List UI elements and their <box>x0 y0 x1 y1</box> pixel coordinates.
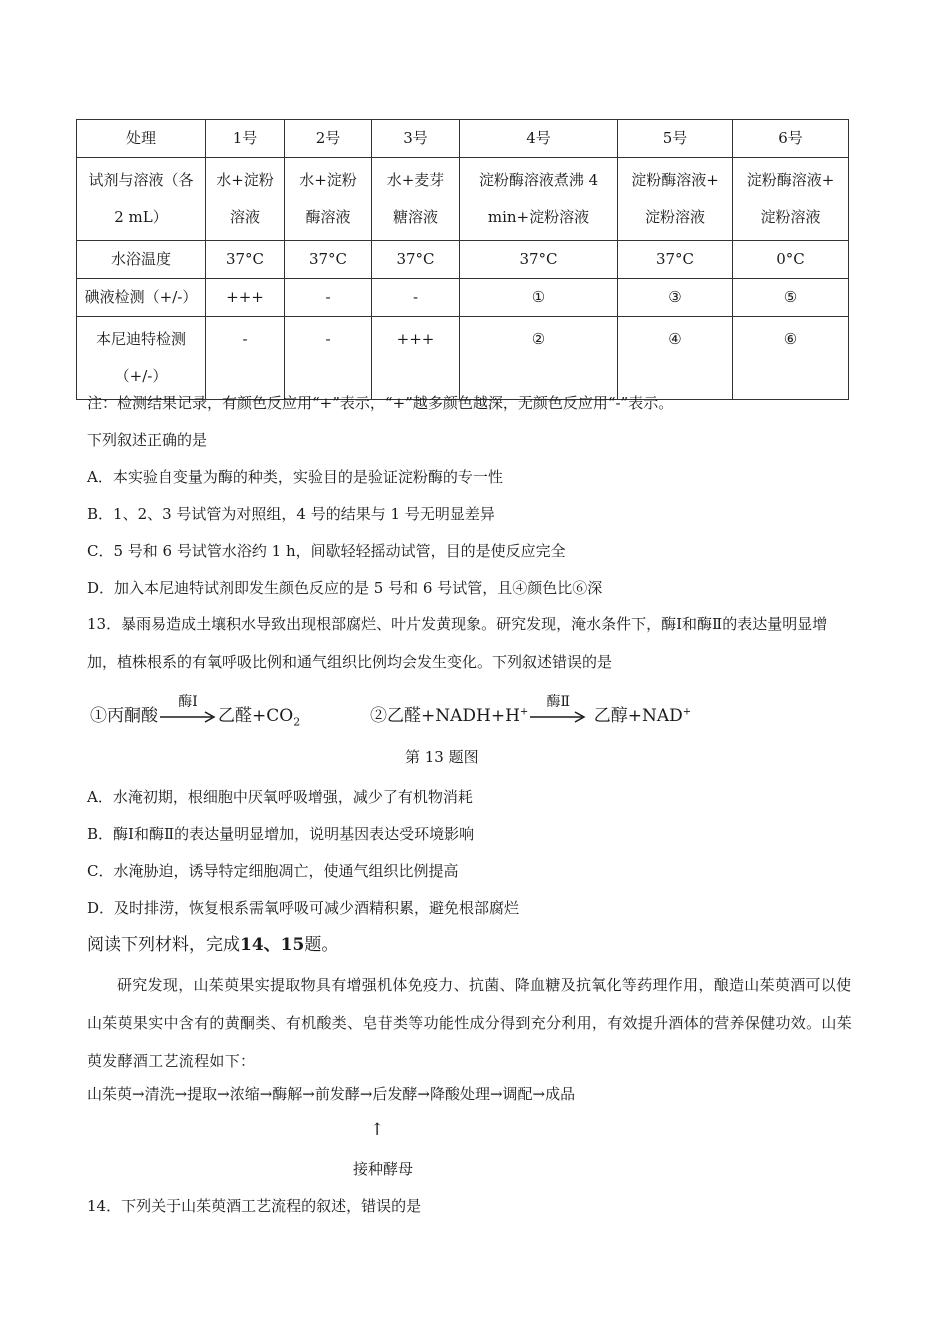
table-cell: 37°C <box>460 241 618 279</box>
table-cell: 37°C <box>206 241 285 279</box>
iodine-row <box>77 279 849 317</box>
header-cell: 3号 <box>372 120 460 158</box>
question-14-stem: 14．下列关于山茱萸酒工艺流程的叙述，错误的是 <box>87 1197 422 1215</box>
table-cell: 水+淀粉 溶液 <box>206 158 285 241</box>
option-b: B．酶Ⅰ和酶Ⅱ的表达量明显增加，说明基因表达受环境影响 <box>87 825 475 843</box>
enzyme-label: 酶Ⅱ <box>546 693 571 710</box>
row-label: 本尼迪特检测 （+/-） <box>77 317 206 400</box>
row-label: 碘液检测（+/-） <box>77 279 206 317</box>
process-flow: 山茱萸→清洗→提取→浓缩→酶解→前发酵→后发酵→降酸处理→调配→成品 <box>87 1085 576 1103</box>
table-cell: +++ <box>206 279 285 317</box>
table-cell: 37°C <box>285 241 372 279</box>
table-cell: 水+淀粉 酶溶液 <box>285 158 372 241</box>
eq1-reactant: ①丙酮酸 <box>90 706 158 726</box>
header-cell: 4号 <box>460 120 618 158</box>
row-label: 水浴温度 <box>77 241 206 279</box>
table-cell: ② <box>460 317 618 400</box>
reaction-equation-2: ②乙醛+NADH+H+ 酶Ⅱ 乙醇+NAD+ <box>370 701 691 726</box>
table-cell: ③ <box>618 279 733 317</box>
option-c: C．5 号和 6 号试管水浴约 1 h，间歇轻轻摇动试管，目的是使反应完全 <box>87 542 566 560</box>
header-cell: 1号 <box>206 120 285 158</box>
eq1-product: 乙醛+CO <box>218 706 294 726</box>
table-cell: 水+麦芽 糖溶液 <box>372 158 460 241</box>
header-cell: 处理 <box>77 120 206 158</box>
option-b: B．1、2、3 号试管为对照组，4 号的结果与 1 号无明显差异 <box>87 505 495 523</box>
option-c: C．水淹胁迫，诱导特定细胞凋亡，使通气组织比例提高 <box>87 862 459 880</box>
table-cell: +++ <box>372 317 460 400</box>
row-label: 试剂与溶液（各 2 mL） <box>77 158 206 241</box>
eq2-product: 乙醇+NAD <box>593 706 683 726</box>
table-cell: ④ <box>618 317 733 400</box>
eq2-reactant: ②乙醛+NADH+H <box>370 706 520 726</box>
reaction-arrow-icon <box>160 693 216 723</box>
table-header-row <box>77 120 849 158</box>
option-a: A．本实验自变量为酶的种类，实验目的是验证淀粉酶的专一性 <box>87 468 503 486</box>
table-cell: 37°C <box>372 241 460 279</box>
table-cell: - <box>285 317 372 400</box>
option-d: D．及时排涝，恢复根系需氧呼吸可减少酒精积累，避免根部腐烂 <box>87 899 520 917</box>
table-cell: - <box>285 279 372 317</box>
reaction-arrow-icon <box>530 693 586 723</box>
option-a: A．水淹初期，根细胞中厌氧呼吸增强，减少了有机物消耗 <box>87 788 473 806</box>
header-cell: 2号 <box>285 120 372 158</box>
benedict-row <box>77 317 849 400</box>
yeast-inoculation-label: 接种酵母 <box>353 1160 414 1178</box>
table-cell: - <box>206 317 285 400</box>
table-cell: ⑥ <box>733 317 849 400</box>
material-paragraph: 研究发现，山茱萸果实提取物具有增强机体免疫力、抗菌、降血糖及抗氧化等药理作用，酿造山茱萸酒可以使山茱萸果实中含有的黄酮类、有机酸类、皂苷类等功能性成分得到充分利用，有效提升酒体的营养保健功效。山茱萸发酵酒工艺流程如下： <box>87 976 853 1070</box>
header-cell: 5号 <box>618 120 733 158</box>
question-13-stem: 13．暴雨易造成土壤积水导致出现根部腐烂、叶片发黄现象。研究发现，淹水条件下，酶Ⅰ和酶Ⅱ的表达量明显增加，植株根系的有氧呼吸比例和通气组织比例均会发生变化。下列叙述错误的是 <box>87 615 828 671</box>
figure-caption: 第 13 题图 <box>405 748 479 766</box>
question-stem: 下列叙述正确的是 <box>87 431 208 449</box>
experiment-table <box>76 119 849 400</box>
table-cell: 淀粉酶溶液+ 淀粉溶液 <box>618 158 733 241</box>
reading-instruction: 阅读下列材料，完成14、15题。 <box>87 935 339 955</box>
option-d: D．加入本尼迪特试剂即发生颜色反应的是 5 号和 6 号试管，且④颜色比⑥深 <box>87 579 603 597</box>
table-cell: 37°C <box>618 241 733 279</box>
header-cell: 6号 <box>733 120 849 158</box>
table-cell: 淀粉酶溶液煮沸 4 min+淀粉溶液 <box>460 158 618 241</box>
table-cell: 0°C <box>733 241 849 279</box>
table-cell: ⑤ <box>733 279 849 317</box>
table-cell: 淀粉酶溶液+ 淀粉溶液 <box>733 158 849 241</box>
reagent-row <box>77 158 849 241</box>
table-note: 注：检测结果记录，有颜色反应用“+”表示，“+”越多颜色越深，无颜色反应用“-”表示。 <box>87 394 674 412</box>
up-arrow-icon: ↑ <box>370 1120 385 1140</box>
enzyme-label: 酶Ⅰ <box>178 693 198 710</box>
temperature-row <box>77 241 849 279</box>
table-cell: - <box>372 279 460 317</box>
table-cell: ① <box>460 279 618 317</box>
reaction-equation-1: ①丙酮酸 酶Ⅰ 乙醛$+CO_2$ <box>90 701 300 728</box>
